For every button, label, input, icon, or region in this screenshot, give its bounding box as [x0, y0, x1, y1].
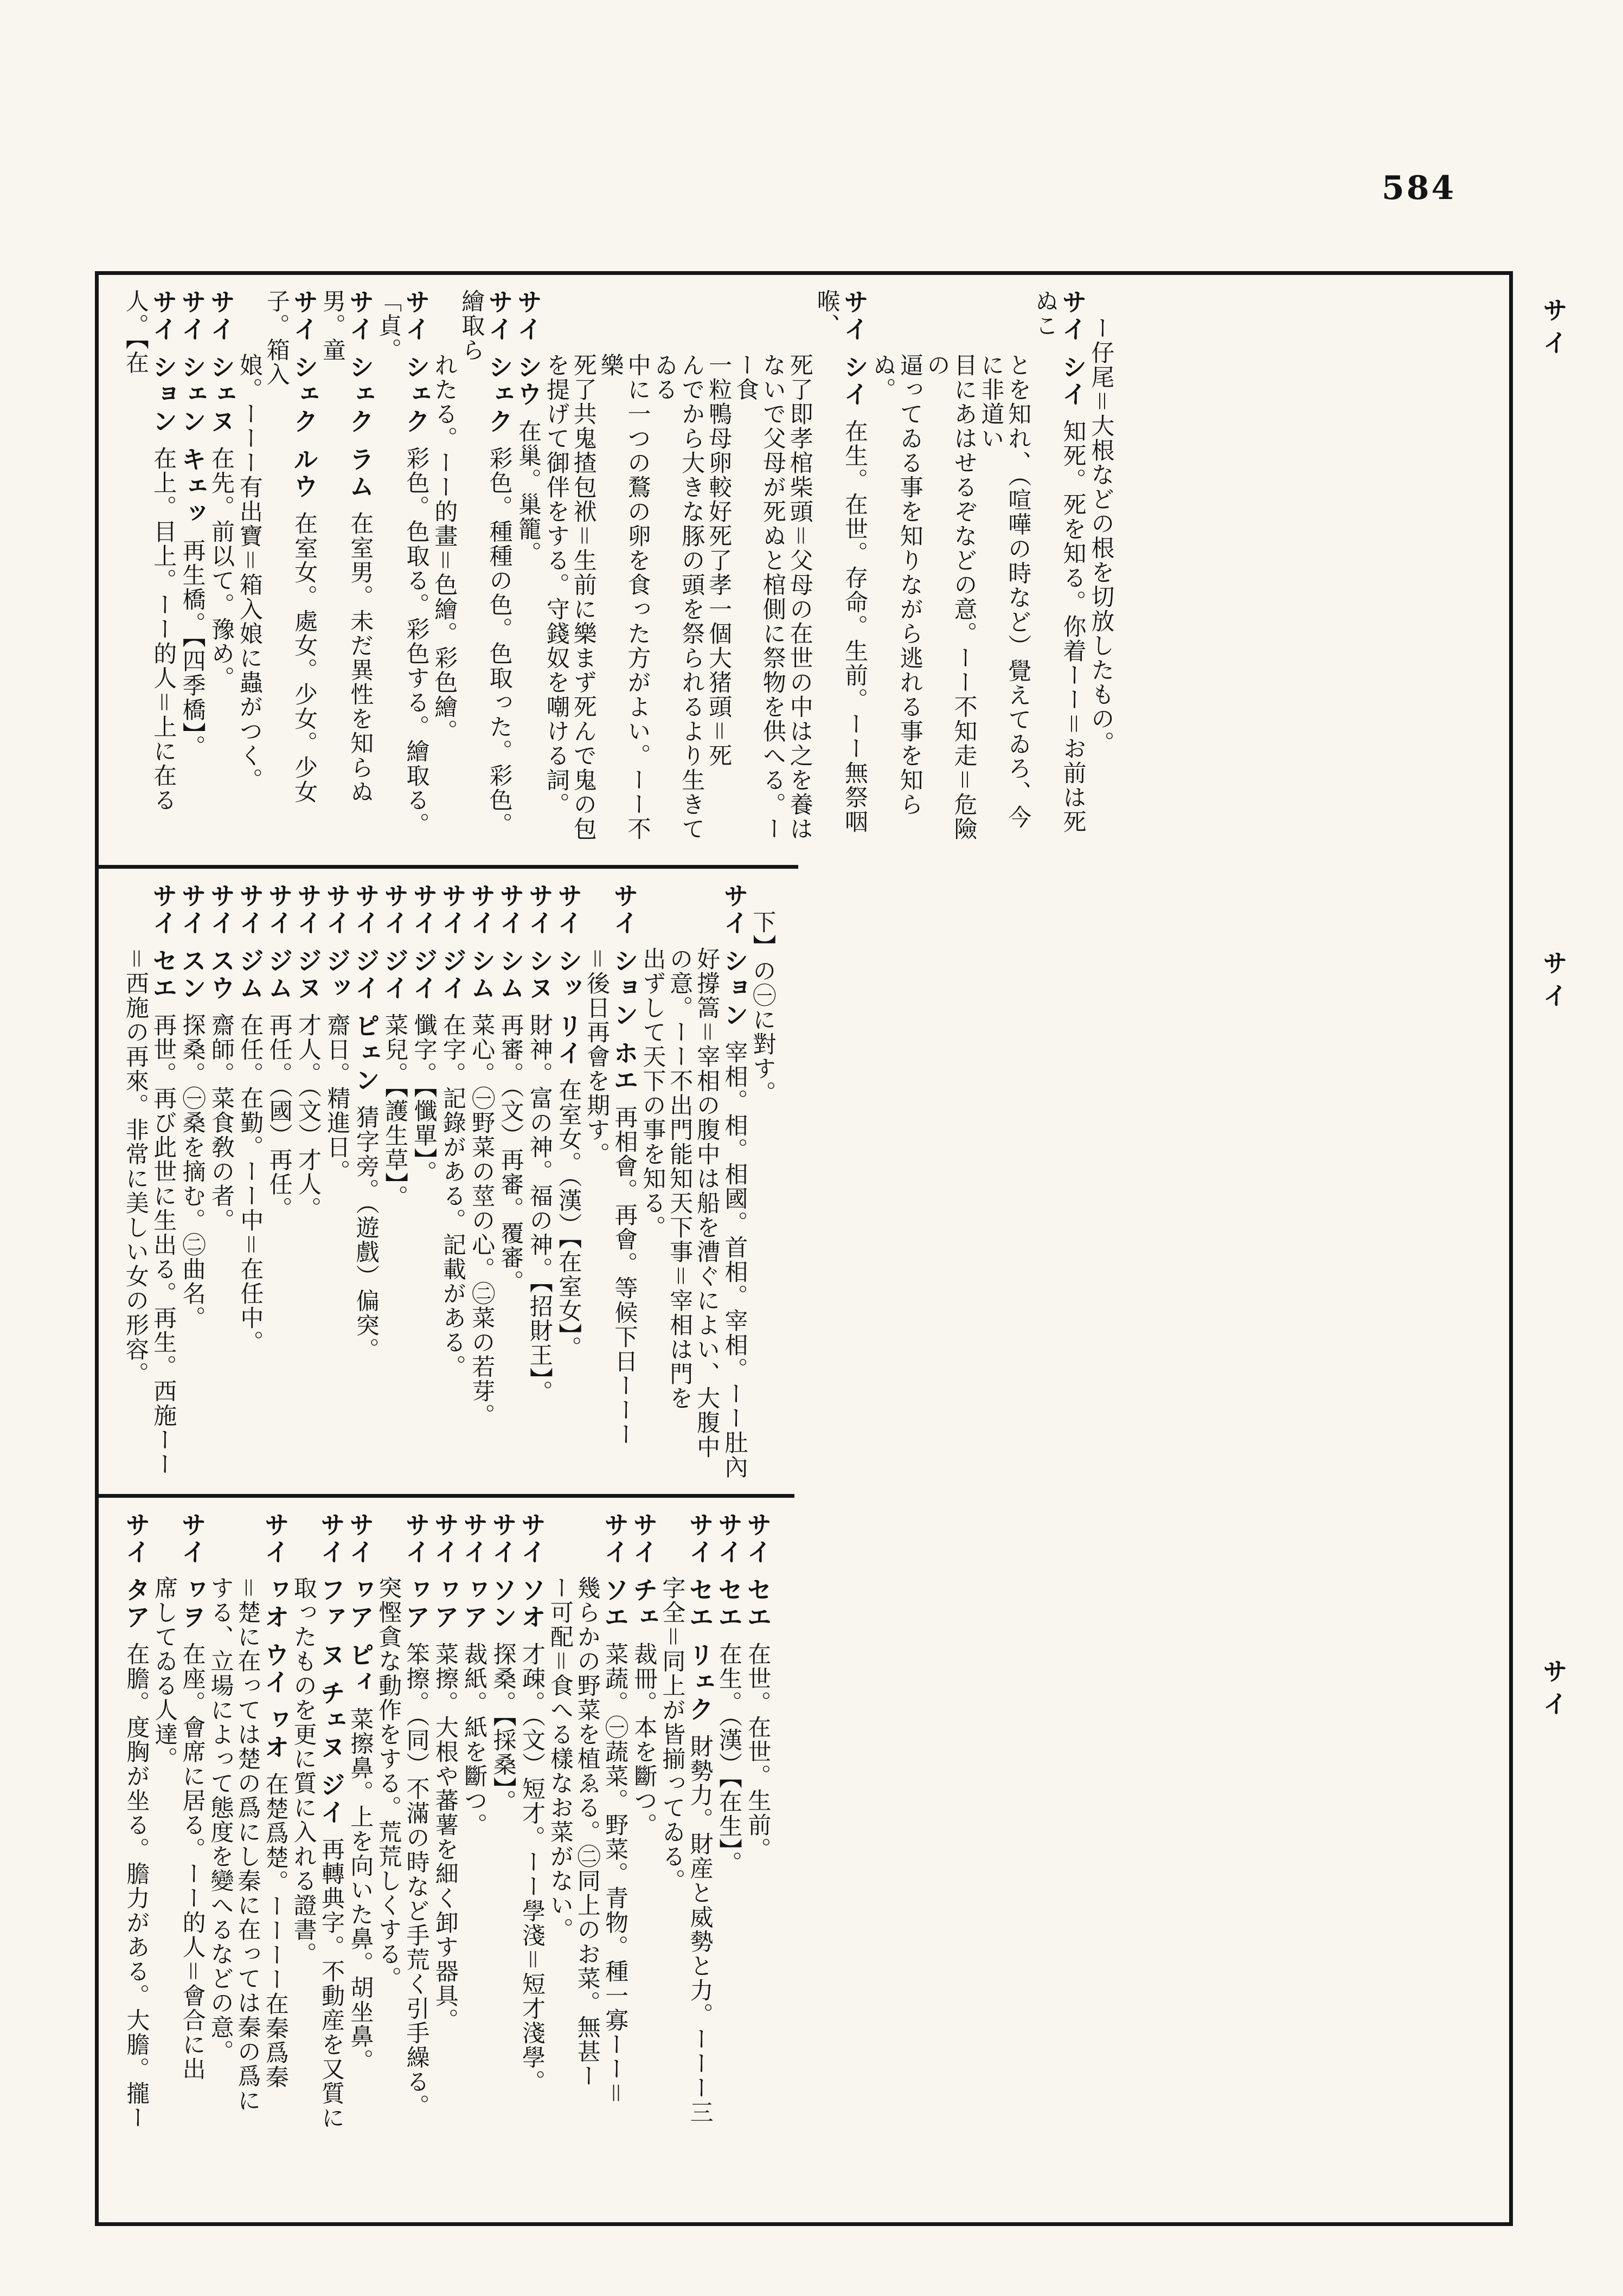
page-number: 584 — [1382, 169, 1457, 207]
entry-column — [260, 1512, 289, 2204]
entry-definition-text: 在上。目上。ーー的人＝上に在る人。【在 — [121, 289, 177, 813]
entry-column — [318, 289, 374, 851]
entry-definition-text: 宰相。相。相國。首相。宰相。ーー肚內 — [721, 1040, 748, 1480]
entry-headword: サイ ジッ — [322, 883, 352, 1003]
entry-definition-text: 探桑。【採桑】。 — [489, 1642, 517, 1814]
entry-definition-text: ー仔尾＝大根などの根を切放したもの。 — [1087, 316, 1115, 755]
entry-band-top — [99, 275, 1137, 865]
entry-definition-text: 突慳貪な動作をする。荒荒しくする。 — [375, 1576, 402, 1991]
entry-definition-text: ー可配＝食へる樣なお菜がない。 — [546, 1576, 574, 1942]
entry-column — [322, 883, 351, 1480]
entry-headword: サイ セエ — [714, 1512, 744, 1632]
entry-continuation-column — [732, 289, 786, 851]
entry-column — [813, 289, 869, 851]
entry-headword: サイ シッ リイ — [554, 883, 583, 1068]
entry-definition-text: 在室男。未だ異性を知らぬ男。童 — [318, 289, 374, 805]
margin-thumb-label-bottom: サイ — [1539, 1658, 1568, 1723]
entry-headword: サイ シェク — [484, 289, 514, 436]
entry-headword: サイ シイ — [839, 289, 869, 409]
entry-headword: サイ シム — [496, 883, 525, 1003]
margin-thumb-label-middle: サイ — [1539, 950, 1568, 1015]
entry-headword: サイ シェン キェッ — [177, 289, 207, 528]
entry-column — [525, 883, 554, 1480]
entry-definition-text: 娘。ーーー有出寶＝箱入娘に蟲がつく。 — [235, 353, 263, 792]
entry-continuation-column — [704, 289, 732, 851]
entry-column — [380, 883, 409, 1480]
entry-band-middle — [99, 865, 798, 1494]
entry-definition-text: 逼ってゐる事を知りながら逃れる事を知らぬ。 — [869, 353, 923, 817]
entry-definition-text: 中に一つの鶩の卵を食った方がよい。ーー不樂 — [596, 353, 651, 841]
entry-definition-text: 目にあはせるぞなどの意。ーー不知走＝危險の — [923, 353, 978, 841]
entry-headword: サイ ファ ヌ チェヌ ジイ — [316, 1512, 346, 1827]
entry-headword: サイ ジイ — [409, 883, 439, 1003]
entry-column — [743, 1512, 772, 2204]
entry-headword: サイ ソエ — [600, 1512, 630, 1632]
entry-continuation-column — [692, 883, 720, 1480]
entry-definition-text: 再審。（文）再審。覆審。 — [497, 1013, 524, 1294]
entry-continuation-column — [582, 883, 610, 1480]
entry-definition-text: 知死。死を知る。你着ーー＝お前は死ぬこ — [1031, 289, 1087, 835]
entry-definition-text: 再生橋。【四季橋】。 — [178, 538, 206, 760]
entry-column — [177, 883, 206, 1480]
entry-headword: サイ ジム — [235, 883, 265, 1003]
entry-definition-text: 菜兒。【護生草】。 — [381, 1013, 409, 1210]
entry-definition-text: 幾らかの野菜を植ゑる。㊁同上のお菜。無甚ー — [573, 1576, 601, 2088]
entry-definition-text: 財勢力。財産と威勢と力。ーーー三 — [686, 1734, 714, 2125]
entry-column — [177, 1512, 206, 2204]
entry-definition-text: 再相會。再會。等候下日ーーー — [611, 1105, 638, 1447]
entry-definition-text: 一粒鴨母卵較好死了孝一個大猪頭＝死 — [705, 353, 733, 768]
entry-definition-text: 菜蔬。㊀蔬菜。野菜。青物。種一寡ーー＝ — [601, 1642, 629, 2106]
entry-definition-text: 菜擦。大根や蕃薯を細く卸す器具。 — [431, 1642, 459, 2033]
entry-definition-text: 懺字。【懺單】。 — [410, 1013, 438, 1185]
entry-definition-text: 裁冊。本を斷つ。 — [630, 1642, 658, 1838]
entry-column — [714, 1512, 743, 2204]
entry-headword: サイ ヮヲ — [177, 1512, 207, 1632]
entry-column — [264, 883, 293, 1480]
entry-definition-text: 在膽。度胸が坐る。膽力がある。大膽。攏ー — [123, 1642, 150, 2131]
entry-column — [496, 883, 524, 1480]
entry-definition-text: 笨擦。（同）不滿の時など手荒く引手繰る。 — [402, 1642, 430, 2119]
entry-column — [720, 883, 748, 1480]
entry-headword: サイ ジイ — [380, 883, 410, 1003]
entry-continuation-column — [639, 883, 666, 1480]
entry-continuation-column — [923, 289, 977, 851]
entry-column — [121, 1512, 150, 2204]
entry-continuation-column — [235, 289, 262, 851]
entry-definition-text: 才疎。（文）短才。ーー學淺＝短才淺學。 — [518, 1642, 546, 2094]
entry-continuation-column — [290, 1512, 317, 2204]
entry-column — [409, 883, 438, 1480]
entry-continuation-column — [1087, 289, 1114, 851]
entry-headword: サイ ソオ — [517, 1512, 547, 1632]
entry-column — [293, 883, 322, 1480]
entry-headword: サイ タア — [121, 1512, 151, 1632]
entry-definition-text: 席してゐる人達。 — [151, 1576, 178, 1771]
entry-continuation-column — [150, 1512, 177, 2204]
entry-definition-text: とを知れ、（喧嘩の時など）覺えてゐろ、今に非道い — [977, 353, 1032, 830]
entry-continuation-column — [233, 1512, 260, 2204]
entry-continuation-column — [786, 289, 813, 851]
entry-definition-text: を提げて御伴をする。守錢奴を嘲ける詞。 — [542, 353, 570, 817]
entry-column — [207, 289, 235, 851]
entry-headword: サイ ジイ ピェン — [351, 883, 381, 1095]
entry-definition-text: 在任。在勤。ーー中＝在任中。 — [236, 1013, 264, 1355]
entry-headword: サイ セエ — [149, 883, 178, 1003]
entry-definition-text: 在室女。處女。少女。少女子。箱入 — [262, 289, 318, 805]
entry-definition-text: 在世。在世。生前。 — [744, 1642, 772, 1862]
entry-column — [457, 289, 513, 851]
entry-definition-text: の意。ーー不出門能知天下事＝宰相は門を — [666, 947, 694, 1410]
entry-definition-text: 好撐篙＝宰相の腹中は船を漕ぐによい、大腹中 — [693, 947, 721, 1459]
entry-headword: サイ スン — [177, 883, 207, 1003]
entry-column — [600, 1512, 629, 2204]
entry-definition-text: 取ったものを更に質に入れる證書。 — [290, 1576, 317, 1966]
entry-continuation-column — [121, 883, 149, 1480]
entry-definition-text: 在座。會席に居る。ーー的人＝會合に出 — [178, 1642, 206, 2082]
entry-definition-text: 在先。前以て。豫め。 — [207, 446, 235, 691]
entry-definition-text: ないで父母が死ぬと棺側に祭物を供へる。ーー食 — [732, 353, 786, 841]
entry-headword: サイ ソン — [488, 1512, 518, 1632]
entry-definition-text: んでから大きな豚の頭を祭られるより生きてゐる — [651, 353, 705, 841]
entry-definition-text: 財神。富の神。福の神。【招財王】。 — [525, 1013, 553, 1405]
entry-headword: サイ スウ — [206, 883, 236, 1003]
entry-definition-text: 彩色。色取る。彩色する。繪取る。「貞。 — [375, 289, 430, 837]
entry-definition-text: 再轉典字。不動産を又質に — [317, 1837, 345, 2131]
entry-column — [459, 1512, 488, 2204]
entry-continuation-column — [207, 1512, 234, 2204]
entry-column — [121, 289, 177, 851]
entry-continuation-column — [542, 289, 569, 851]
entry-column — [431, 1512, 459, 2204]
entry-column — [207, 883, 235, 1480]
entry-definition-text: 裁紙。紙を斷つ。 — [460, 1642, 488, 1838]
entry-headword: サイ セエ — [743, 1512, 773, 1632]
entry-definition-text: 在室女。（漢）【在室女】。 — [555, 1078, 582, 1361]
entry-definition-text: 菜心。㊀野菜の莖の心。㊁菜の若芽。 — [468, 1013, 496, 1428]
entry-headword: サイ シェク — [401, 289, 431, 436]
entry-headword: サイ ヮア — [459, 1512, 489, 1632]
margin-thumb-label-top: サイ — [1539, 297, 1568, 362]
entry-definition-text: 字全＝同上が皆揃ってゐる。 — [658, 1576, 686, 1893]
entry-definition-text: 在楚爲楚。ーーーー在秦爲秦 — [261, 1772, 289, 2090]
entry-definition-text: 在字。記錄がある。記載がある。 — [439, 1013, 466, 1380]
entry-definition-text: 再任。（國）再任。 — [265, 1013, 293, 1221]
entry-definition-text: 再世。再び此世に生出る。再生。西施ーー — [150, 1013, 177, 1477]
entry-column — [374, 289, 430, 851]
entry-continuation-column — [573, 1512, 600, 2204]
entry-column — [317, 1512, 345, 2204]
entry-column — [685, 1512, 714, 2204]
entry-column — [554, 883, 582, 1480]
text-frame — [95, 271, 1513, 2226]
entry-column — [401, 1512, 430, 2204]
entry-headword: サイ チェ — [629, 1512, 659, 1632]
entry-column — [262, 289, 318, 851]
entry-column — [1031, 289, 1087, 851]
entry-headword: サイ ジイ — [438, 883, 467, 1003]
entry-headword: サイ ヮア — [401, 1512, 431, 1632]
entry-definition-text: ＝楚に在っては楚の爲にし秦に在っては秦の爲に — [234, 1576, 261, 2113]
entry-definition-text: 彩色。種種の色。色取った。彩色。繪取ら — [458, 289, 513, 837]
entry-definition-text: 死了即孝棺柴頭＝父母の在世の中は之を養は — [786, 353, 813, 841]
entry-definition-text: 才人。（文）才人。 — [294, 1013, 322, 1221]
entry-headword: サイ シム — [467, 883, 497, 1003]
entry-headword: サイ セエ リェク — [685, 1512, 715, 1724]
entry-headword: サイ ション — [149, 289, 178, 436]
entry-continuation-column — [977, 289, 1031, 851]
entry-continuation-column — [651, 289, 705, 851]
entry-continuation-column — [665, 883, 692, 1480]
entry-column — [438, 883, 466, 1480]
entry-definition-text: 齋日。精進日。 — [323, 1013, 351, 1184]
entry-column — [177, 289, 206, 851]
entry-headword: サイ ジヌ — [293, 883, 323, 1003]
entry-continuation-column — [569, 289, 596, 851]
entry-definition-text: 在生。（漢）【在生】。 — [715, 1642, 743, 1876]
entry-column — [351, 883, 380, 1480]
entry-definition-text: 在生。在世。存命。生前。ーー無祭咽喉、 — [813, 289, 868, 835]
entry-headword: サイ シイ — [1058, 289, 1088, 409]
entry-continuation-column — [869, 289, 923, 851]
entry-continuation-column — [658, 1512, 685, 2204]
entry-definition-text: 菜擦鼻。上を向いた鼻。胡坐鼻。 — [347, 1707, 374, 2074]
entry-continuation-column — [596, 289, 651, 851]
entry-continuation-column — [748, 883, 775, 1480]
entry-definition-text: 探桑。㊀桑を摘む。㊁曲名。 — [178, 1013, 206, 1331]
entry-continuation-column — [546, 1512, 573, 2204]
entry-column — [149, 883, 177, 1480]
entry-continuation-column — [374, 1512, 401, 2204]
entry-headword: サイ ヮオ ウイ ヮオ — [260, 1512, 290, 1762]
entry-definition-text: 下】の㊀に對す。 — [749, 910, 777, 1105]
entry-headword: サイ ヮア — [430, 1512, 460, 1632]
entry-column — [610, 883, 638, 1480]
entry-column — [488, 1512, 517, 2204]
entry-headword: サイ シヌ — [524, 883, 554, 1003]
entry-definition-text: 猜字旁。（遊戲）偏突。 — [352, 1105, 380, 1362]
entry-headword: サイ ヮア ピィ — [345, 1512, 375, 1697]
entry-definition-text: ＝後日再會を期す。 — [583, 947, 611, 1166]
entry-continuation-column — [431, 289, 458, 851]
entry-definition-text: 齋師。菜食敎の者。 — [207, 1013, 235, 1233]
entry-headword: サイ ション — [720, 883, 749, 1030]
entry-definition-text: する、立場によって態度を變へるなどの意。 — [207, 1576, 234, 2064]
entry-definition-text: 在巢。巢籠。 — [515, 419, 542, 566]
entry-column — [345, 1512, 374, 2204]
entry-headword: サイ シウ — [514, 289, 543, 409]
entry-column — [514, 289, 542, 851]
entry-definition-text: 出ずして天下の事を知る。 — [639, 947, 666, 1240]
entry-band-bottom — [99, 1494, 794, 2218]
entry-headword: サイ シェク ラム — [345, 289, 375, 501]
entry-column — [467, 883, 496, 1480]
entry-column — [235, 883, 264, 1480]
entry-definition-text: れたる。ーー的畫＝色繪。彩色繪。 — [431, 353, 458, 743]
entry-column — [629, 1512, 658, 2204]
entry-column — [517, 1512, 546, 2204]
entry-headword: サイ シェク ルウ — [290, 289, 319, 501]
entry-definition-text: 死了共鬼揸包袱＝生前に樂まず死んで鬼の包 — [569, 353, 597, 841]
entry-definition-text: ＝西施の再來。非常に美しい女の形容。 — [121, 947, 149, 1386]
entry-headword: サイ シェヌ — [206, 289, 236, 436]
entry-headword: サイ ション ホエ — [610, 883, 639, 1095]
entry-headword: サイ ジム — [264, 883, 294, 1003]
